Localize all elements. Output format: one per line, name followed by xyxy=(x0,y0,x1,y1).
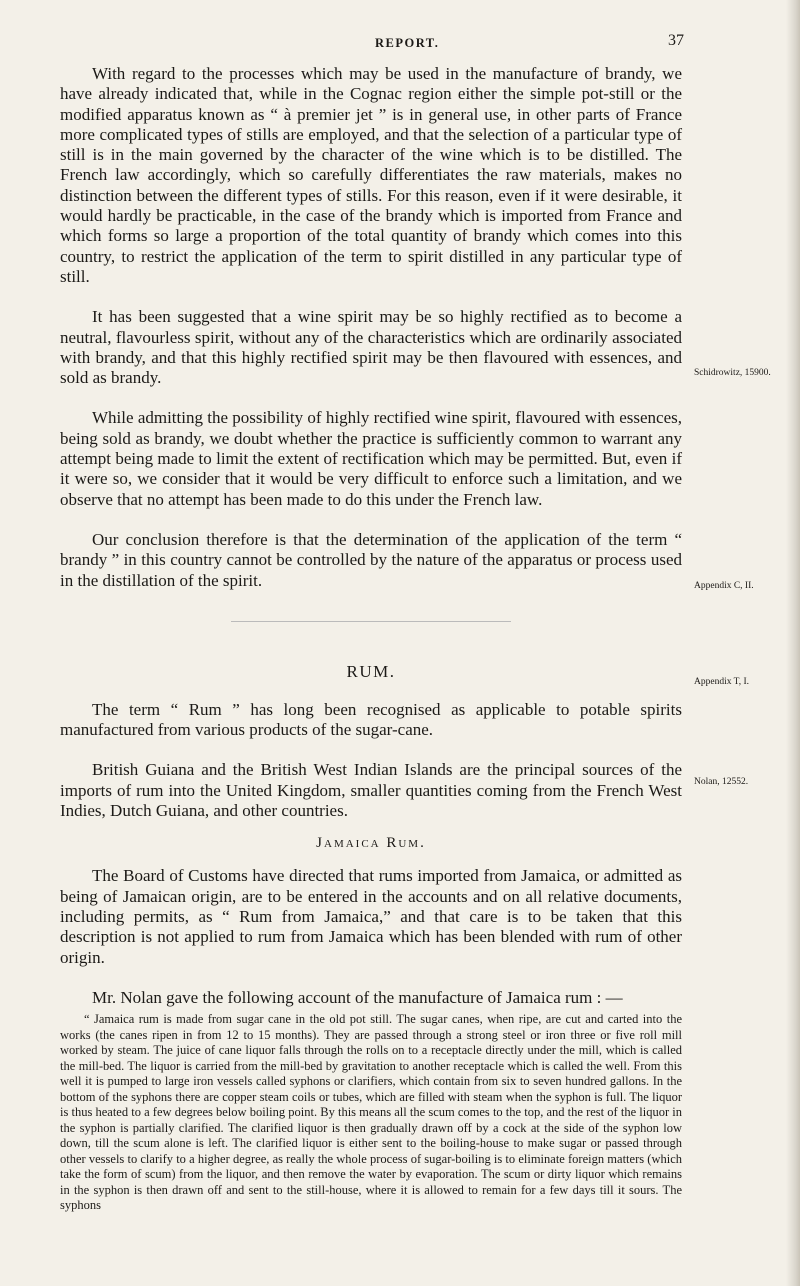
paragraph-rectification: While admitting the possibility of highly rectified wine spirit, flavoured with essences, being sold as brandy, we doubt whether the practice is sufficiently common to warrant any attempt being made to limit the extent of rectification which may be permitted. But, even if it were so, we consider that it would be very difficult to enforce such a limitation, and we observe that no attempt has been made to do this under the French law. xyxy=(60,408,682,509)
margin-note-appendix-c: Appendix C, II. xyxy=(694,581,754,591)
paragraph-neutral-spirit: It has been suggested that a wine spirit may be so highly rectified as to become a neutral, flavourless spirit, without any of the characteristics which are ordinarily associated with brandy, and that this highly rectified spirit may be then flavoured with essences, and sold as brandy. xyxy=(60,307,682,388)
paragraph-customs: The Board of Customs have directed that rums imported from Jamaica, or admitted as being of Jamaican origin, are to be entered in the accounts and on all relative documents, including permits, as “ Rum from Jamaica,” and that care is to be taken that this description is not applied to rum from Jamaica which has been blended with rum of other origin. xyxy=(60,866,682,967)
margin-note-nolan: Nolan, 12552. xyxy=(694,777,749,787)
margin-note-appendix-t: Appendix T, I. xyxy=(694,677,750,687)
paragraph-sources: British Guiana and the British West Indian Islands are the principal sources of the imports of rum into the United Kingdom, smaller quantities coming from the French West Indies, Dutch Guiana, and other countries. xyxy=(60,760,682,821)
paragraph-stills: With regard to the processes which may be used in the manufacture of brandy, we have already indicated that, while in the Cognac region either the simple pot-still or the modified apparatus known as “ à premier jet ” is in general use, in other parts of France more complicated types of stills are employed, and that the selection of a particular type of still is in the main governed by the character of the wine which is to be distilled. The French law accordingly, which so carefully differentiates the raw materials, makes no distinction between the different types of stills. For this reason, even if it were desirable, it would hardly be practicable, in the case of the brandy which is imported from France and which forms so large a proportion of the total quantity of brandy which comes into this country, to restrict the application of the term to spirit distilled in any particular type of still. xyxy=(60,64,682,286)
section-divider xyxy=(231,621,511,650)
jamaica-rum-heading: Jamaica Rum. xyxy=(316,835,426,852)
paragraph-rum-term: The term “ Rum ” has long been recognised as applicable to potable spirits manufactured from various products of the sugar-cane. xyxy=(60,699,682,740)
rum-heading: RUM. xyxy=(346,661,396,681)
margin-note-schidrowitz: Schidrowitz, 15900. xyxy=(694,368,771,378)
page-header xyxy=(0,14,800,50)
main-text-column xyxy=(60,64,682,1214)
nolan-quote: “ Jamaica rum is made from sugar cane in the old pot still. The sugar canes, when ripe, are cut and carted into the works (the canes ripen in from 12 to 15 months). They are passed through a strong steel or iron three or five roll mill worked by steam. The juice of cane liquor falls through the rolls on to a receptacle directly under the mill, which is called the mill-bed. The liquor is carried from the mill-bed by gravitation to another receptacle which is called the well. From this well it is pumped to large iron vessels called syphons or clarifiers, which contain from six to seven hundred gallons. In the bottom of the syphons there are copper steam coils or tubes, which are filled with steam when the syphon is full. The liquor is thus heated to a few degrees below boiling point. By this means all the scum comes to the top, and the rest of the liquor in the syphon is partially clarified. The clarified liquor is then gradually drawn off by a cock at the side of the syphon low down, till the scum alone is left. The clarified liquor is either sent to the boiling-house to make sugar or passed through other vessels to clarify to a higher degree, as really the whole process of sugar-boiling is to eliminate foreign matters (which take the form of scum) from the liquor, and then remove the water by evaporation. The scum or dirty liquor which remains in the syphon is then drawn off and sent to the still-house, where it is allowed to remain for a few days till it sours. The syphons xyxy=(60,1012,682,1213)
page-number: 37 xyxy=(668,32,684,49)
paragraph-nolan-intro: Mr. Nolan gave the following account of the manufacture of Jamaica rum : — xyxy=(92,987,623,1007)
running-head: REPORT. xyxy=(375,36,440,50)
page-edge-shadow xyxy=(786,0,800,1286)
paragraph-conclusion: Our conclusion therefore is that the determination of the application of the term “ brandy ” in this country cannot be controlled by the nature of the apparatus or process used in the distillation of the spirit. xyxy=(60,529,682,590)
